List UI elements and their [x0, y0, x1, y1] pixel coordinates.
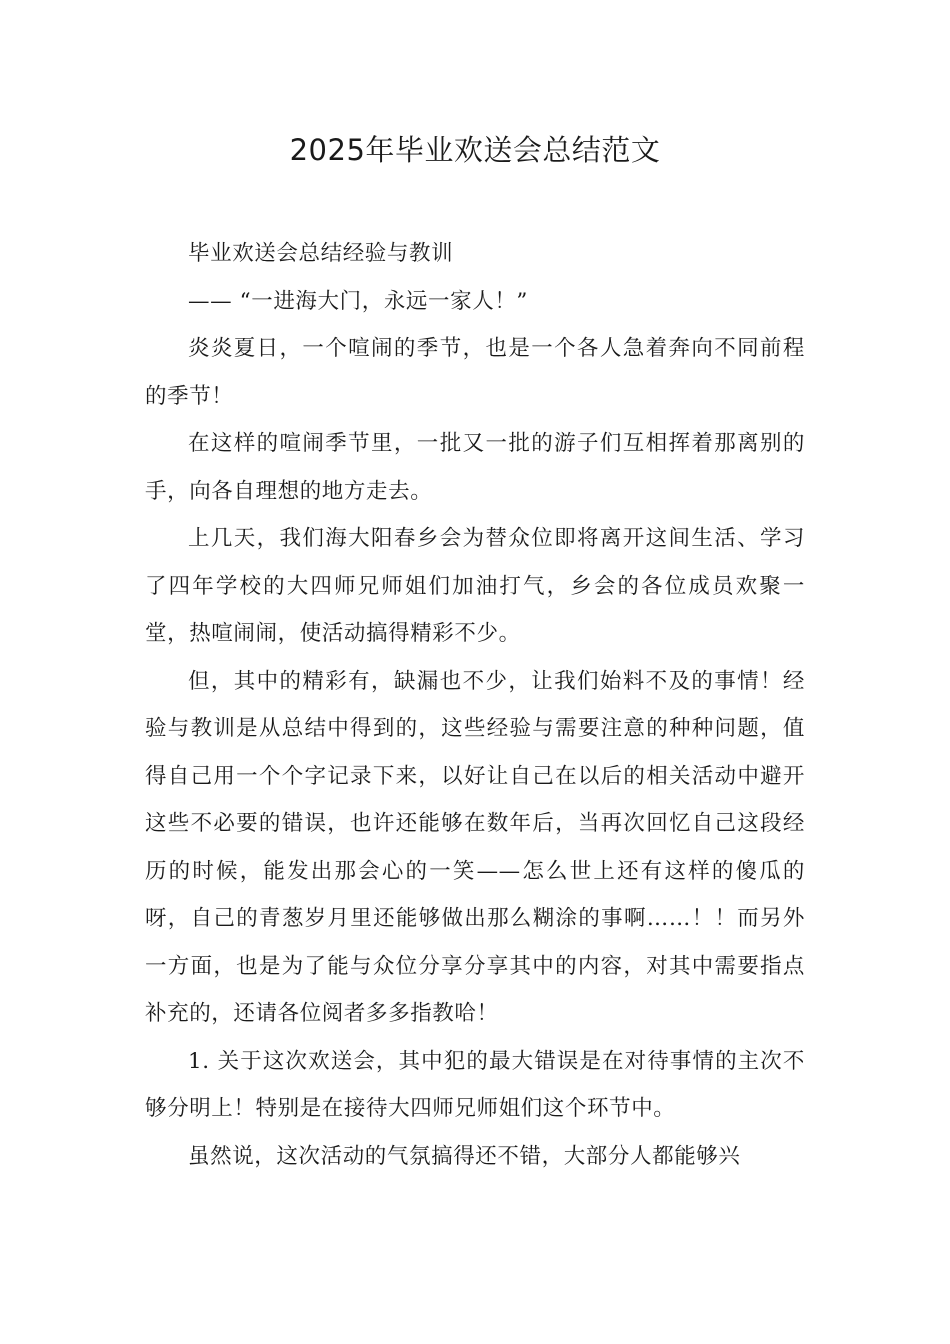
- paragraph: 在这样的喧闹季节里，一批又一批的游子们互相挥着那离别的手，向各自理想的地方走去。: [145, 431, 805, 504]
- paragraph: 但，其中的精彩有，缺漏也不少，让我们始料不及的事情！经验与教训是从总结中得到的，这些经验与需要注意的种种问题，值得自己用一个个字记录下来，以好让自己在以后的相关活动中避开这些不必要的错误，也许还能够在数年后，当再次回忆自己这段经历的时候，能发出那会心的一笑——怎么世上还有这样的傻瓜的呀，自己的青葱岁月里还能够做出那么糊涂的事啊……！！而另外一方面，也是为了能与众位分享分享其中的内容，对其中需要指点补充的，还请各位阅者多多指教哈！: [145, 668, 805, 1026]
- paragraph-numbered-item: 1. 关于这次欢送会，其中犯的最大错误是在对待事情的主次不够分明上！特别是在接待大四师兄师姐们这个环节中。: [145, 1048, 805, 1121]
- paragraph-subtitle: 毕业欢送会总结经验与教训: [188, 241, 454, 266]
- document-body: [145, 230, 805, 1180]
- paragraph: 炎炎夏日，一个喧闹的季节，也是一个各人急着奔向不同前程的季节！: [145, 336, 805, 409]
- paragraph: 虽然说，这次活动的气氛搞得还不错，大部分人都能够兴: [188, 1143, 741, 1169]
- paragraph-motto: —— “一进海大门，永远一家人！”: [188, 288, 529, 314]
- document-title: 2025年毕业欢送会总结范文: [289, 133, 661, 167]
- paragraph: 上几天，我们海大阳春乡会为替众位即将离开这间生活、学习了四年学校的大四师兄师姐们加油打气，乡会的各位成员欢聚一堂，热喧闹闹，使活动搞得精彩不少。: [145, 526, 805, 646]
